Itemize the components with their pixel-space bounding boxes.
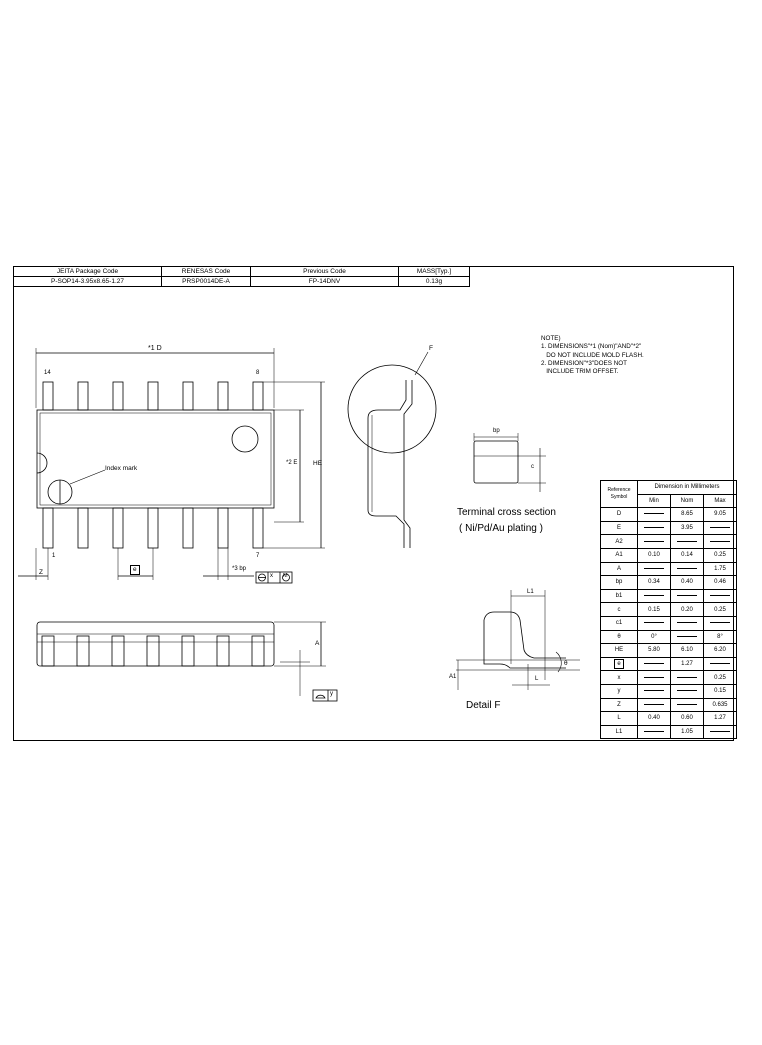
- terminal-c-label: c: [531, 464, 534, 470]
- table-cell-sym: bp: [601, 576, 638, 590]
- jeita-value: P-SOP14-3.95x8.65-1.27: [14, 277, 162, 287]
- table-cell-min: [638, 562, 671, 576]
- table-cell-min: 0.40: [638, 712, 671, 726]
- table-cell-min: [638, 616, 671, 630]
- side-view: [37, 622, 337, 701]
- table-cell-min: [638, 521, 671, 535]
- table-cell-sym: Z: [601, 698, 638, 712]
- plating-label: ( Ni/Pd/Au plating ): [459, 523, 543, 534]
- table-cell-max: 0.15: [704, 684, 737, 698]
- table-row: [601, 684, 737, 698]
- table-cell-max: 1.75: [704, 562, 737, 576]
- table-cell-nom: 1.27: [671, 657, 704, 671]
- top-view: [18, 348, 325, 583]
- table-cell-max: 0.25: [704, 548, 737, 562]
- detail-f-title: Detail F: [466, 700, 501, 711]
- table-cell-max: [704, 657, 737, 671]
- dim-l1-label: L1: [527, 589, 534, 595]
- table-row: [601, 698, 737, 712]
- table-row: [601, 508, 737, 522]
- dim-l-label: L: [535, 676, 539, 682]
- dim-bp-label: *3 bp: [232, 566, 247, 572]
- table-cell-max: [704, 521, 737, 535]
- ref-symbol-header: Reference Symbol: [601, 481, 638, 508]
- table-row: [601, 576, 737, 590]
- dimension-table: [600, 480, 737, 739]
- dim-d-label: *1 D: [148, 345, 162, 352]
- table-row: [601, 671, 737, 685]
- table-cell-min: [638, 725, 671, 739]
- table-cell-min: 0°: [638, 630, 671, 644]
- previous-label: Previous Code: [251, 267, 399, 277]
- dim-z-label: Z: [39, 569, 43, 576]
- table-cell-sym: A2: [601, 535, 638, 549]
- bottom-leads: [43, 508, 263, 548]
- table-row: [601, 562, 737, 576]
- dim-a-label: A: [315, 640, 320, 647]
- dim-x-label: x: [270, 573, 273, 579]
- table-cell-max: 0.635: [704, 698, 737, 712]
- table-cell-min: [638, 671, 671, 685]
- notes: NOTE) 1. DIMENSIONS"*1 (Nom)"AND"*2" DO NOT INCLUDE MOLD FLASH. 2. DIMENSION"*3"DOES NOT INCLUDE TRIM OFFSET.: [541, 335, 644, 376]
- table-cell-nom: 3.95: [671, 521, 704, 535]
- table-row: [601, 630, 737, 644]
- table-row: [601, 535, 737, 549]
- table-cell-min: 0.10: [638, 548, 671, 562]
- table-row: [601, 616, 737, 630]
- table-cell-sym: e: [601, 657, 638, 671]
- table-cell-nom: 0.14: [671, 548, 704, 562]
- dim-e-label: *2 E: [286, 460, 298, 466]
- table-cell-min: [638, 589, 671, 603]
- table-cell-sym: HE: [601, 644, 638, 658]
- index-mark-label: Index mark: [105, 465, 138, 472]
- table-cell-min: [638, 508, 671, 522]
- mass-value: 0.13g: [399, 277, 470, 287]
- table-cell-max: 0.46: [704, 576, 737, 590]
- table-cell-nom: [671, 616, 704, 630]
- table-cell-nom: [671, 562, 704, 576]
- table-row: [601, 712, 737, 726]
- table-cell-sym: E: [601, 521, 638, 535]
- table-cell-max: 1.27: [704, 712, 737, 726]
- y-tolerance-frame: [313, 690, 337, 701]
- pin8-label: 8: [256, 370, 260, 376]
- table-cell-max: [704, 725, 737, 739]
- table-cell-sym: x: [601, 671, 638, 685]
- top-view-body-inner: [40, 413, 271, 505]
- table-cell-nom: [671, 535, 704, 549]
- table-cell-sym: D: [601, 508, 638, 522]
- table-cell-max: 8°: [704, 630, 737, 644]
- terminal-title: Terminal cross section: [457, 507, 556, 518]
- mass-label: MASS[Typ.]: [399, 267, 470, 277]
- table-cell-min: 0.34: [638, 576, 671, 590]
- dim-a1-label: A1: [449, 674, 457, 680]
- col-min: Min: [638, 494, 671, 508]
- dimension-rows: [601, 508, 737, 739]
- dim-y-label: y: [330, 691, 333, 697]
- detail-f-view: [456, 590, 580, 690]
- table-row: [601, 725, 737, 739]
- pin1-dimple: [232, 426, 258, 452]
- table-cell-nom: 6.10: [671, 644, 704, 658]
- table-cell-sym: c: [601, 603, 638, 617]
- table-cell-max: 0.25: [704, 671, 737, 685]
- table-cell-sym: y: [601, 684, 638, 698]
- table-cell-nom: 0.20: [671, 603, 704, 617]
- side-view-leads: [42, 636, 264, 666]
- previous-value: FP-14DNV: [251, 277, 399, 287]
- table-cell-max: 0.25: [704, 603, 737, 617]
- table-cell-min: [638, 657, 671, 671]
- top-view-body: [37, 410, 274, 508]
- table-cell-nom: 1.05: [671, 725, 704, 739]
- table-cell-max: [704, 535, 737, 549]
- col-nom: Nom: [671, 494, 704, 508]
- renesas-value: PRSP0014DE-A: [162, 277, 251, 287]
- top-leads: [43, 382, 263, 410]
- table-cell-min: [638, 698, 671, 712]
- table-cell-sym: θ: [601, 630, 638, 644]
- terminal-bp-label: bp: [493, 428, 500, 434]
- table-cell-nom: [671, 671, 704, 685]
- pin7-label: 7: [256, 553, 260, 559]
- table-cell-nom: [671, 684, 704, 698]
- table-cell-nom: 8.65: [671, 508, 704, 522]
- table-cell-min: [638, 535, 671, 549]
- table-row: [601, 589, 737, 603]
- table-cell-min: 5.80: [638, 644, 671, 658]
- col-max: Max: [704, 494, 737, 508]
- dim-he-label: HE: [313, 460, 323, 467]
- index-notch: [37, 453, 47, 473]
- dimension-header: Dimension in Millimeters: [638, 481, 737, 495]
- pin14-label: 14: [44, 370, 51, 376]
- table-cell-max: 6.20: [704, 644, 737, 658]
- table-cell-nom: [671, 698, 704, 712]
- detail-circle-view: [348, 352, 436, 548]
- table-cell-max: [704, 616, 737, 630]
- table-row: [601, 548, 737, 562]
- dim-m-label: M: [283, 573, 288, 579]
- table-cell-sym: L: [601, 712, 638, 726]
- table-cell-nom: [671, 630, 704, 644]
- table-cell-nom: 0.40: [671, 576, 704, 590]
- jeita-label: JEITA Package Code: [14, 267, 162, 277]
- table-cell-nom: 0.60: [671, 712, 704, 726]
- index-mark-leader: [70, 470, 105, 484]
- table-row: [601, 603, 737, 617]
- table-cell-sym: c1: [601, 616, 638, 630]
- terminal-cross-section: [474, 433, 546, 492]
- pin1-label: 1: [52, 553, 56, 559]
- table-cell-sym: A1: [601, 548, 638, 562]
- dim-e-pitch-label: e: [130, 565, 140, 575]
- table-cell-min: [638, 684, 671, 698]
- table-cell-sym: b1: [601, 589, 638, 603]
- table-cell-min: 0.15: [638, 603, 671, 617]
- table-cell-sym: L1: [601, 725, 638, 739]
- dim-f-label: F: [429, 345, 433, 352]
- table-cell-nom: [671, 589, 704, 603]
- table-cell-max: 9.05: [704, 508, 737, 522]
- table-cell-sym: A: [601, 562, 638, 576]
- table-cell-max: [704, 589, 737, 603]
- table-row: [601, 644, 737, 658]
- renesas-label: RENESAS Code: [162, 267, 251, 277]
- table-row: [601, 657, 737, 671]
- dim-theta-label: θ: [564, 660, 568, 667]
- table-row: [601, 521, 737, 535]
